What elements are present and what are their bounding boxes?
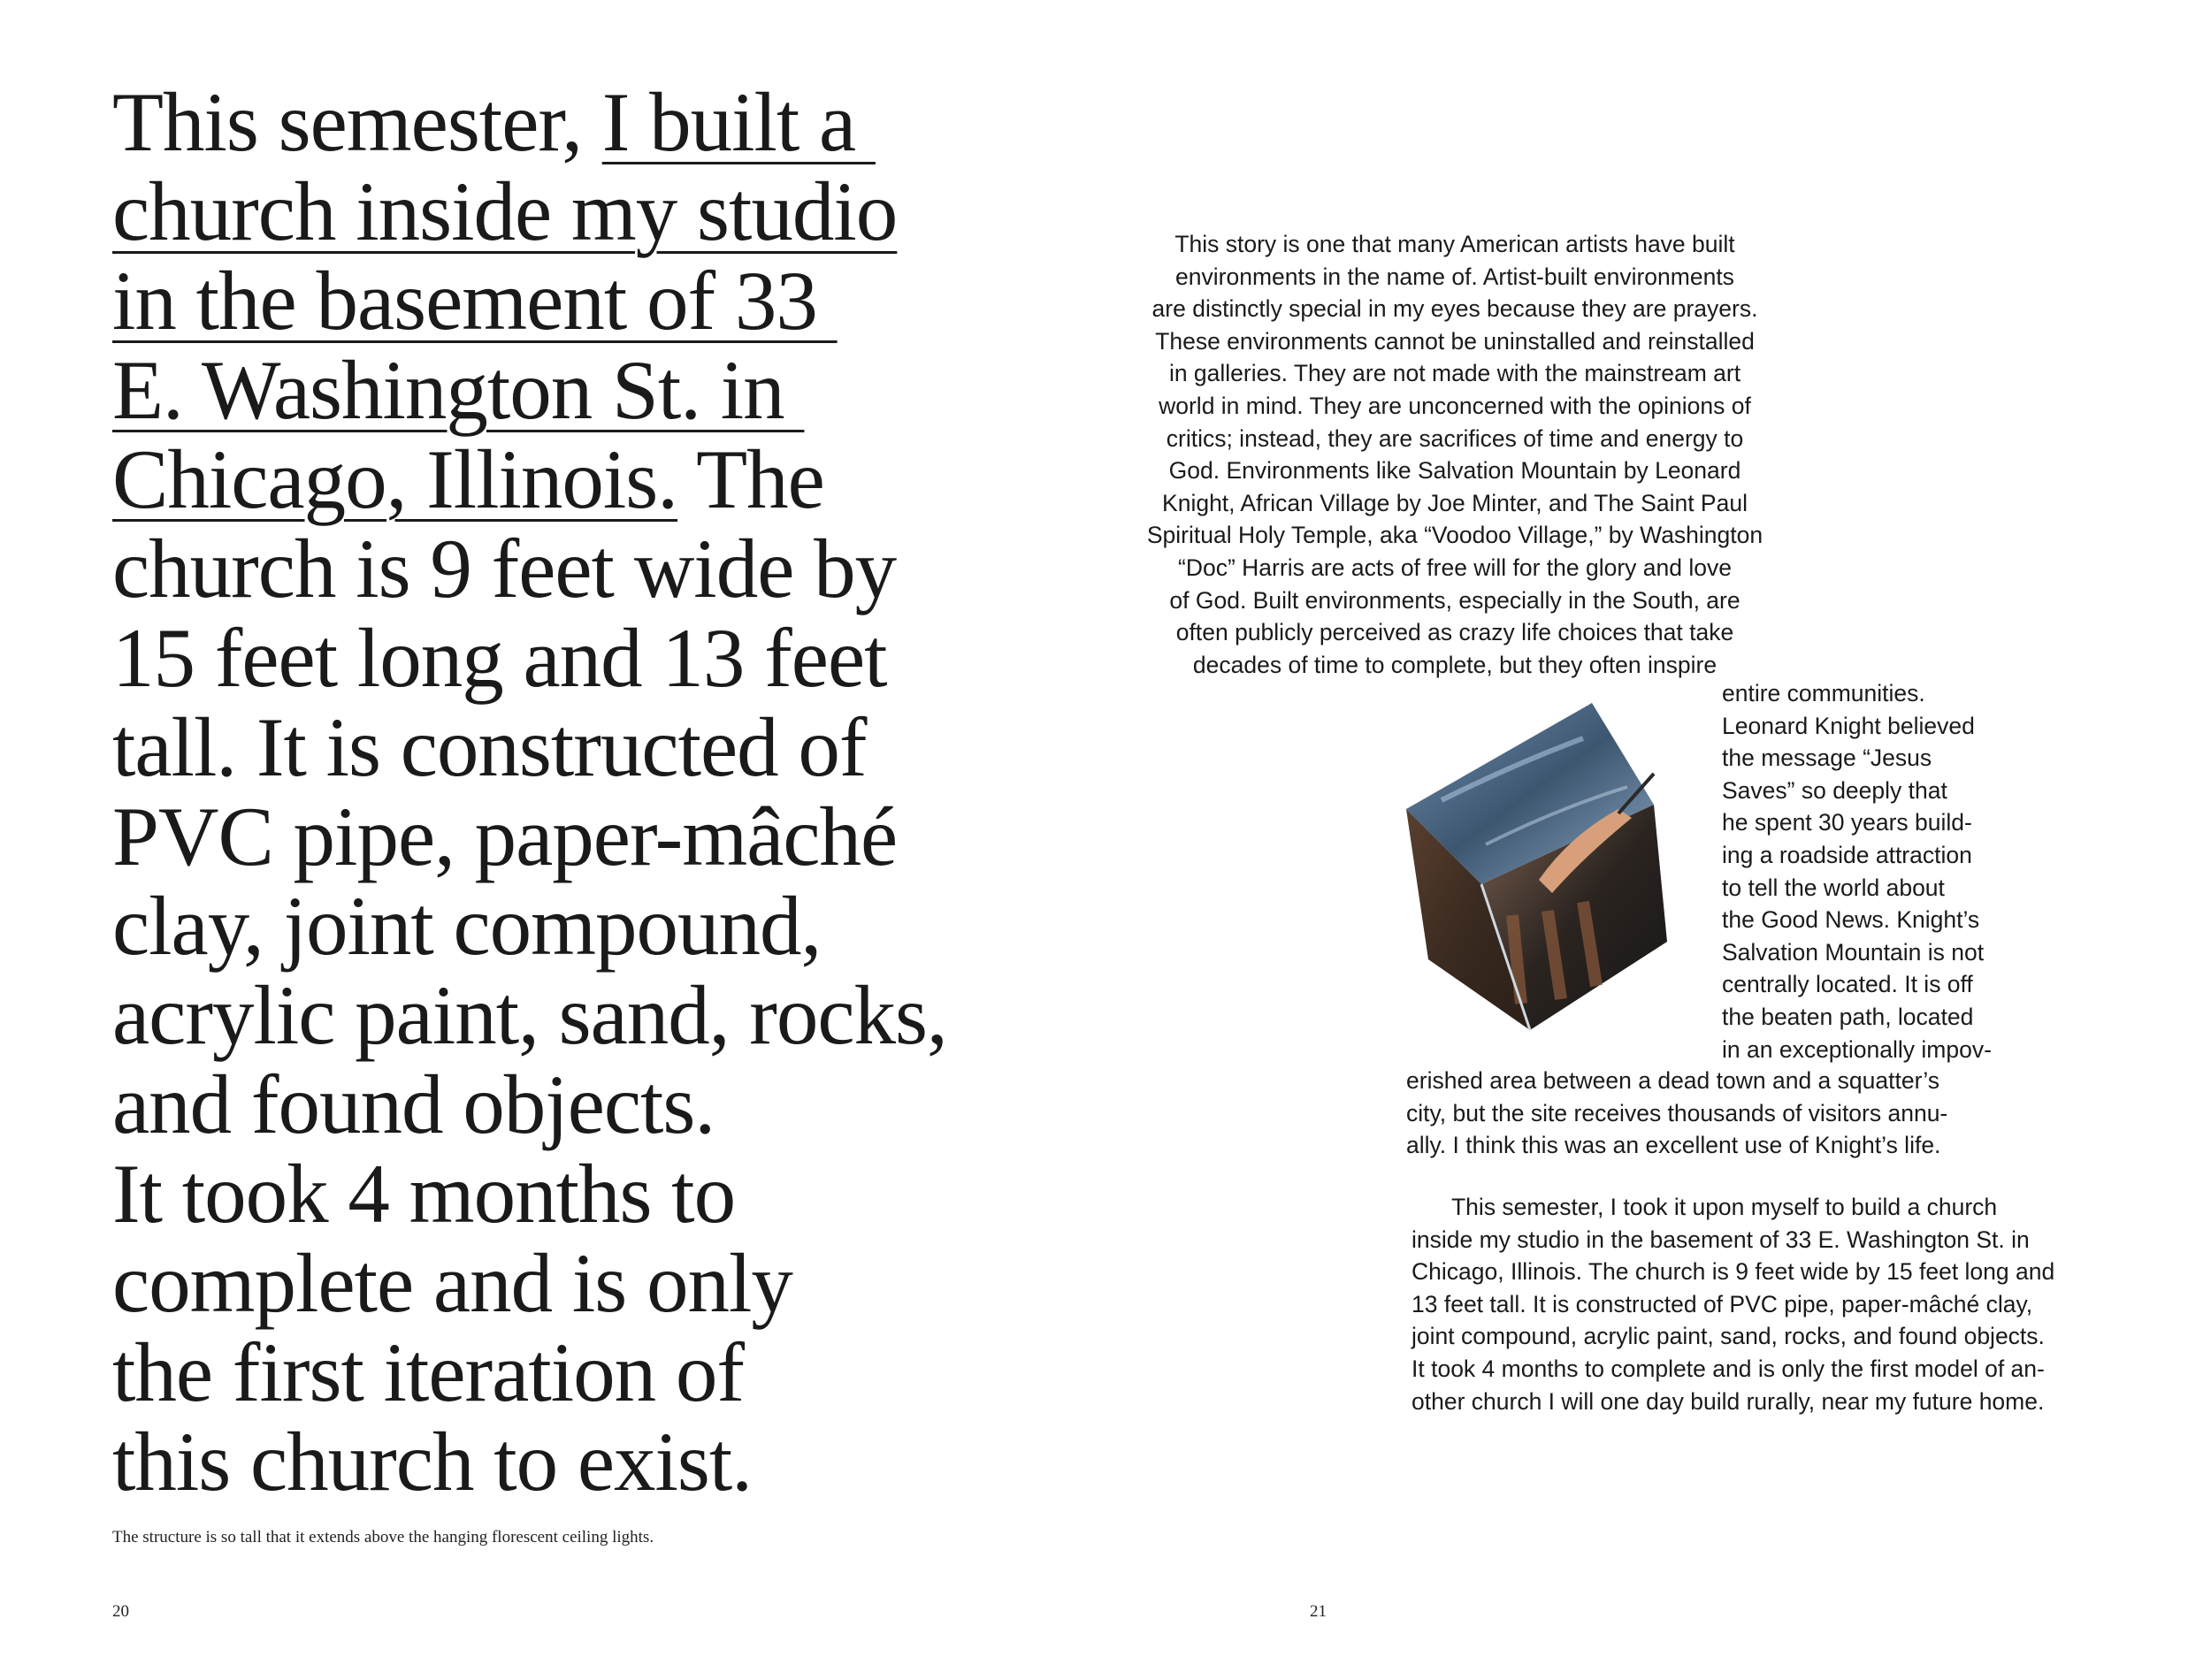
plain-text: PVC pipe, paper-mâché — [112, 790, 898, 883]
pull-quote-line — [112, 1149, 997, 1239]
plain-text: 15 feet long and 13 feet — [112, 611, 887, 705]
text-line: Knight, African Village by Joe Minter, and The Saint Paul — [1162, 489, 1748, 516]
text-line: often publicly perceived as crazy life choices that take — [1175, 619, 1734, 646]
plain-text: acrylic paint, sand, rocks, — [112, 968, 947, 1062]
text-line: inside my studio in the basement of 33 E. Washington St. in — [1412, 1226, 2030, 1253]
text-line: This story is one that many American artists have built — [1174, 231, 1735, 257]
text-line: decades of time to complete, but they often inspire — [1192, 651, 1718, 678]
text-line: Spiritual Holy Temple, aka “Voodoo Village,” by Washington — [1146, 522, 1763, 549]
pull-quote-line — [112, 75, 997, 169]
text-line: Salvation Mountain is not — [1722, 938, 1985, 966]
text-line: Chicago, Illinois. The church is 9 feet wide by 15 feet long and — [1412, 1258, 2055, 1286]
plain-text: this church to exist. — [112, 1415, 753, 1508]
text-line: This semester, I took it upon myself to build a church — [1451, 1194, 1998, 1220]
text-line: “Doc” Harris are acts of free will for the glory and love — [1178, 554, 1732, 581]
text-line: centrally located. It is off — [1722, 971, 1973, 998]
pull-quote-line — [112, 1060, 997, 1149]
text-line: ally. I think this was an excellent use of Knight’s life. — [1406, 1132, 1941, 1159]
page-number-right: 21 — [1310, 1602, 1327, 1621]
text-line: entire communities. — [1722, 680, 1925, 706]
pull-quote-line — [112, 1417, 997, 1507]
text-line: to tell the world about — [1722, 874, 1945, 901]
text-line: he spent 30 years build- — [1722, 809, 1972, 836]
pull-quote-line — [112, 1236, 997, 1330]
underlined-text: church inside my studio — [112, 164, 898, 258]
underlined-text: I built a — [601, 75, 876, 169]
text-line: God. Environments like Salvation Mountain by Leonard — [1168, 457, 1741, 485]
text-line: the Good News. Knight’s — [1722, 906, 1980, 934]
text-line: in an exceptionally impov- — [1722, 1035, 1992, 1063]
plain-text: church is 9 feet wide by — [112, 522, 897, 615]
text-line: world in mind. They are unconcerned with the opinions of — [1159, 392, 1751, 419]
text-line: 13 feet tall. It is constructed of PVC pipe, paper-mâché clay, — [1412, 1290, 2033, 1317]
plain-text: clay, joint compound, — [112, 879, 822, 973]
pull-quote-line — [112, 792, 997, 882]
text-line: other church I will one day build rurally, near my future home. — [1412, 1387, 2045, 1415]
text-line: environments in the name of. Artist-built environments — [1175, 263, 1734, 290]
church-model-photo — [1406, 703, 1680, 1039]
pull-quote-line — [112, 968, 997, 1062]
pull-quote-line — [112, 879, 997, 973]
paragraph-1-bottom — [1406, 1065, 1947, 1162]
pull-quote-line — [112, 1325, 997, 1419]
paragraph-1-top — [1106, 228, 2052, 681]
plain-text: The — [677, 432, 824, 526]
page-number-left: 20 — [112, 1602, 129, 1621]
text-line: These environments cannot be uninstalled and reinstalled — [1155, 327, 1755, 355]
text-line: of God. Built environments, especially in the South, are — [1169, 586, 1740, 614]
text-line: the beaten path, located — [1722, 1003, 1974, 1030]
text-line: are distinctly special in my eyes because they are prayers. — [1151, 295, 1758, 323]
paragraph-2 — [1412, 1191, 2054, 1417]
underlined-text: in the basement of 33 — [112, 254, 838, 347]
text-line: in galleries. They are not made with the mainstream art — [1168, 360, 1741, 387]
plain-text: tall. It is constructed of — [112, 700, 867, 794]
text-line: Leonard Knight believed — [1722, 712, 1975, 739]
paragraph-1-wrap — [1722, 677, 1992, 1065]
underlined-text: E. Washington St. in — [112, 343, 805, 437]
text-line: critics; instead, they are sacrifices of time and energy to — [1166, 424, 1744, 452]
plain-text: This semester, — [112, 75, 602, 169]
text-line: Saves” so deeply that — [1722, 776, 1947, 804]
text-line: city, but the site receives thousands of visitors annu- — [1406, 1099, 1948, 1126]
text-line: the message “Jesus — [1722, 745, 1932, 772]
plain-text: complete and is only — [112, 1236, 792, 1330]
text-line: erished area between a dead town and a squatter’s — [1406, 1067, 1940, 1094]
underlined-text: Chicago, Illinois. — [112, 432, 678, 526]
plain-text: It took 4 months to — [112, 1147, 736, 1241]
text-line: joint compound, acrylic paint, sand, rocks, and found objects. — [1412, 1323, 2045, 1350]
photo-caption: The structure is so tall that it extends above the hanging florescent ceiling lights. — [112, 1528, 654, 1546]
text-line: It took 4 months to complete and is only the first model of an- — [1412, 1355, 2045, 1382]
pull-quote-line — [112, 700, 997, 794]
text-line: ing a roadside attraction — [1722, 841, 1972, 868]
plain-text: and found objects. — [112, 1058, 715, 1151]
plain-text: the first iteration of — [112, 1325, 745, 1419]
